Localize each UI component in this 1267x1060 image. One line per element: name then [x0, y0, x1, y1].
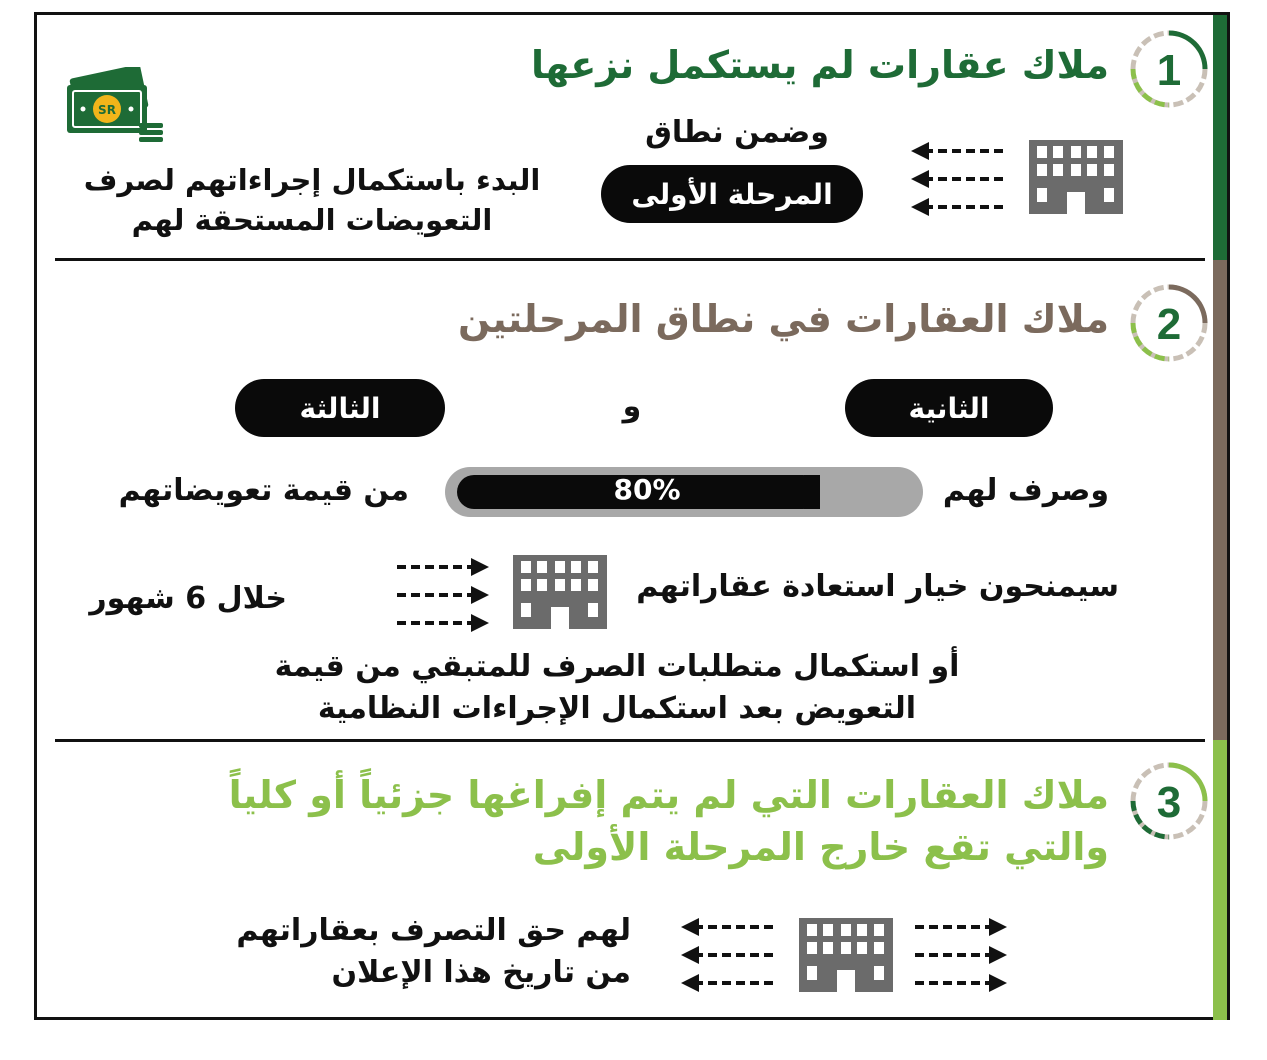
section2-title: ملاك العقارات في نطاق المرحلتين — [458, 297, 1109, 341]
section2-number: 2 — [1156, 300, 1182, 349]
section1-scope-label: وضمن نطاق — [645, 115, 829, 150]
section2-color-bar — [1213, 260, 1227, 740]
section2-alt-line2: التعويض بعد استكمال الإجراءات النظامية — [317, 691, 917, 726]
section2-paid-label: وصرف لهم — [942, 473, 1109, 508]
section2-alt-line1: أو استكمال متطلبات الصرف للمتبقي من قيمة — [274, 649, 960, 684]
arrows-right-icon — [913, 915, 1009, 995]
section2-restore-label: سيمنحون خيار استعادة عقاراتهم — [636, 569, 1119, 604]
money-symbol: SR — [98, 103, 116, 117]
section1-phase-pill: المرحلة الأولى — [601, 165, 863, 223]
arrows-left-icon — [909, 139, 1005, 219]
section2-pill-third: الثالثة — [235, 379, 445, 437]
section3-title-line1: ملاك العقارات التي لم يتم إفراغها جزئياً أو كلياً — [228, 773, 1109, 817]
section1-desc-line1: البدء باستكمال إجراءاتهم لصرف — [83, 163, 541, 197]
section-divider-1 — [55, 258, 1205, 261]
section2-months-label: خلال 6 شهور — [89, 581, 287, 616]
arrows-left-icon — [679, 915, 775, 995]
section3-right-line1: لهم حق التصرف بعقاراتهم — [236, 913, 631, 948]
section1-number-badge — [1127, 27, 1211, 111]
building-icon — [513, 555, 607, 629]
section2-compensation-label: من قيمة تعويضاتهم — [118, 473, 409, 508]
building-icon — [1029, 140, 1123, 214]
section2-conjunction: و — [622, 389, 642, 424]
money-sr-icon — [61, 67, 167, 143]
section3-color-bar — [1213, 740, 1227, 1020]
section1-desc-line2: التعويضات المستحقة لهم — [131, 203, 493, 237]
section-divider-2 — [55, 739, 1205, 742]
section2-pill-second: الثانية — [845, 379, 1053, 437]
section2-progress-text: 80% — [613, 473, 681, 506]
section3-number-badge — [1127, 759, 1211, 843]
section3-right-line2: من تاريخ هذا الإعلان — [331, 955, 631, 990]
arrows-right-icon — [395, 555, 491, 635]
building-icon — [799, 918, 893, 992]
section2-number-badge — [1127, 281, 1211, 365]
infographic-frame — [34, 12, 1230, 1020]
section3-number: 3 — [1156, 778, 1182, 827]
section1-title: ملاك عقارات لم يستكمل نزعها — [530, 43, 1109, 87]
section1-color-bar — [1213, 15, 1227, 260]
section3-title-line2: والتي تقع خارج المرحلة الأولى — [532, 825, 1109, 869]
section1-number: 1 — [1156, 46, 1182, 95]
